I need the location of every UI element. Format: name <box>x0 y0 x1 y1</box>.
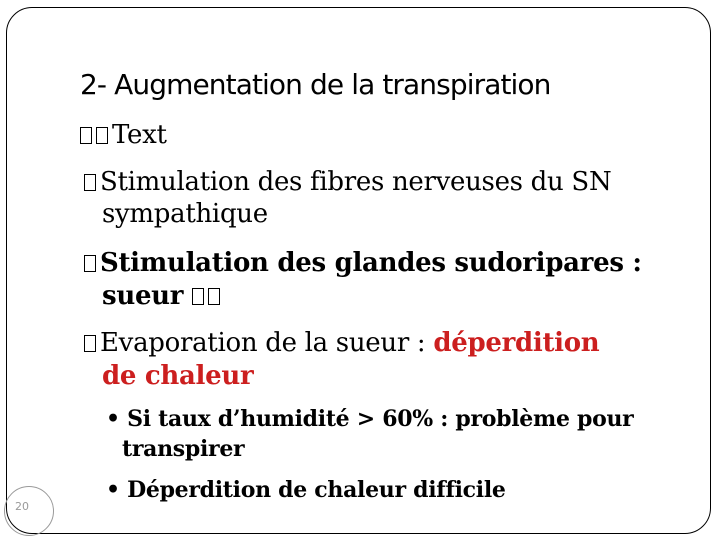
slide-title: 2- Augmentation de la transpiration <box>80 68 551 101</box>
missing-glyph-icon <box>80 127 92 144</box>
missing-glyph-icon <box>208 288 220 305</box>
missing-glyph-icon <box>192 288 204 305</box>
bullet-3-text: Evaporation de la sueur : <box>100 328 434 358</box>
bullet-icon <box>84 255 96 272</box>
missing-glyph-icon <box>96 127 108 144</box>
bullet-2-text: Stimulation des glandes sudoripares : <box>100 248 642 278</box>
sub-bullet-1-line-1: • Si taux d’humidité > 60% : problème pour <box>106 406 634 432</box>
bullet-icon <box>84 174 96 191</box>
text-label: Text <box>112 120 167 150</box>
bullet-3-line-1 <box>84 328 599 358</box>
bullet-2-sueur: sueur <box>102 281 184 311</box>
bullet-3-line-2: de chaleur <box>102 361 254 391</box>
bullet-2-line-2 <box>102 281 224 311</box>
slide-number: 20 <box>15 500 29 513</box>
bullet-1-text: Stimulation des fibres nerveuses du SN <box>100 167 612 197</box>
slide-number-circle <box>4 486 54 536</box>
text-line <box>80 120 167 150</box>
bullet-1-line-1 <box>84 167 611 197</box>
bullet-icon <box>84 335 96 352</box>
sub-bullet-1-line-2: transpirer <box>122 436 245 462</box>
bullet-3-highlight: déperdition <box>433 328 600 358</box>
bullet-1-line-2: sympathique <box>102 199 268 229</box>
bullet-2-line-1 <box>84 248 642 278</box>
sub-bullet-2: • Déperdition de chaleur difficile <box>106 477 506 503</box>
